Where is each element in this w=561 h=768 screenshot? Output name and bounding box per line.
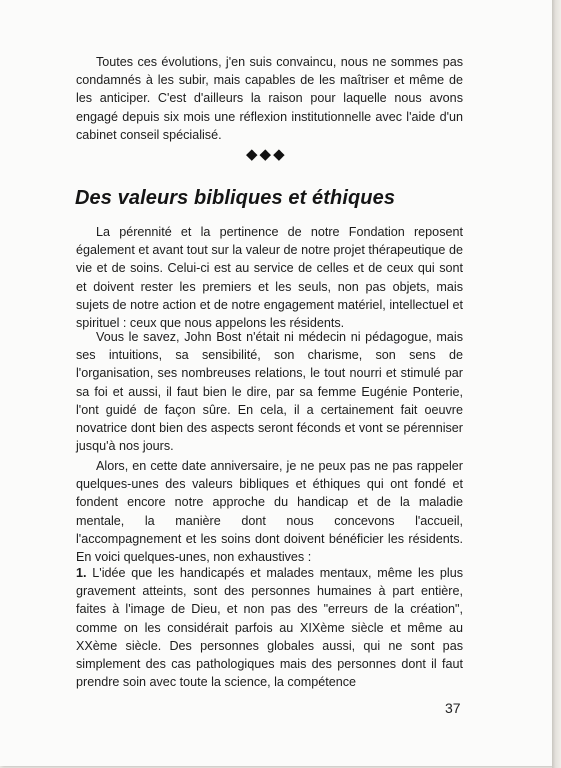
section-heading: Des valeurs bibliques et éthiques — [75, 187, 396, 209]
page-edge-shadow — [552, 0, 561, 768]
paragraph-intro-text: Toutes ces évolutions, j'en suis convaincu, nous ne sommes pas condamnés à les subir, mais capables de les maîtriser et même de les anticiper. C'est d'ailleurs la raison pour laquelle nous avons engagé depuis six mois une réflexion institutionnelle avec l'aide d'un cabinet conseil spécialisé. — [76, 55, 463, 142]
section-separator-diamonds: ◆◆◆ — [246, 146, 287, 163]
paragraph-intro — [76, 53, 463, 144]
list-item-1 — [76, 564, 463, 691]
paragraph-john-bost — [76, 328, 463, 455]
paragraph-anniversary — [76, 457, 463, 566]
list-item-text: L'idée que les handicapés et malades mentaux, même les plus gravement atteints, sont des personnes humaines à part entière, faites à l'image de Dieu, et non pas des "erreurs de la création", comme on les considérait parfois au XIXème siècle et même au XXème siècle. Des personnes globales aussi, qui ne sont pas simplement des cas pathologiques mais des personnes dont il faut prendre soin avec toute la science, la compétence — [76, 566, 463, 690]
list-item-number: 1. — [76, 566, 87, 580]
paragraph-values-intro — [76, 223, 463, 332]
paragraph-anniversary-text: Alors, en cette date anniversaire, je ne peux pas ne pas rappeler quelques-unes des valeurs bibliques et éthiques qui ont fondé et fondent encore notre approche du handicap et de la maladie mentale, la manière dont nous concevons l'accueil, l'accompagnement et les soins dont doivent bénéficier les résidents. En voici quelques-unes, non exhaustives : — [76, 459, 463, 565]
page-number: 37 — [445, 700, 461, 716]
paragraph-values-intro-text: La pérennité et la pertinence de notre Fondation reposent également et avant tout sur la valeur de notre projet thérapeutique de vie et de soins. Celui-ci est au service de celles et de ceux qui sont et doivent rester les premiers et les seuls, non pas objets, mais sujets de notre action et de notre engagement matériel, intellectuel et spirituel : ceux que nous appelons les résidents. — [76, 225, 463, 331]
paragraph-john-bost-text: Vous le savez, John Bost n'était ni médecin ni pédagogue, mais ses intuitions, sa sensibilité, son charisme, son sens de l'organisation, ses nombreuses relations, le tout nourri et stimulé par sa foi et aussi, il faut bien le dire, par sa femme Eugénie Ponterie, l'ont guidé de façon sûre. En cela, il a certainement fait oeuvre novatrice dont bien des aspects seront féconds et vont se pérenniser jusqu'à nos jours. — [76, 330, 463, 454]
